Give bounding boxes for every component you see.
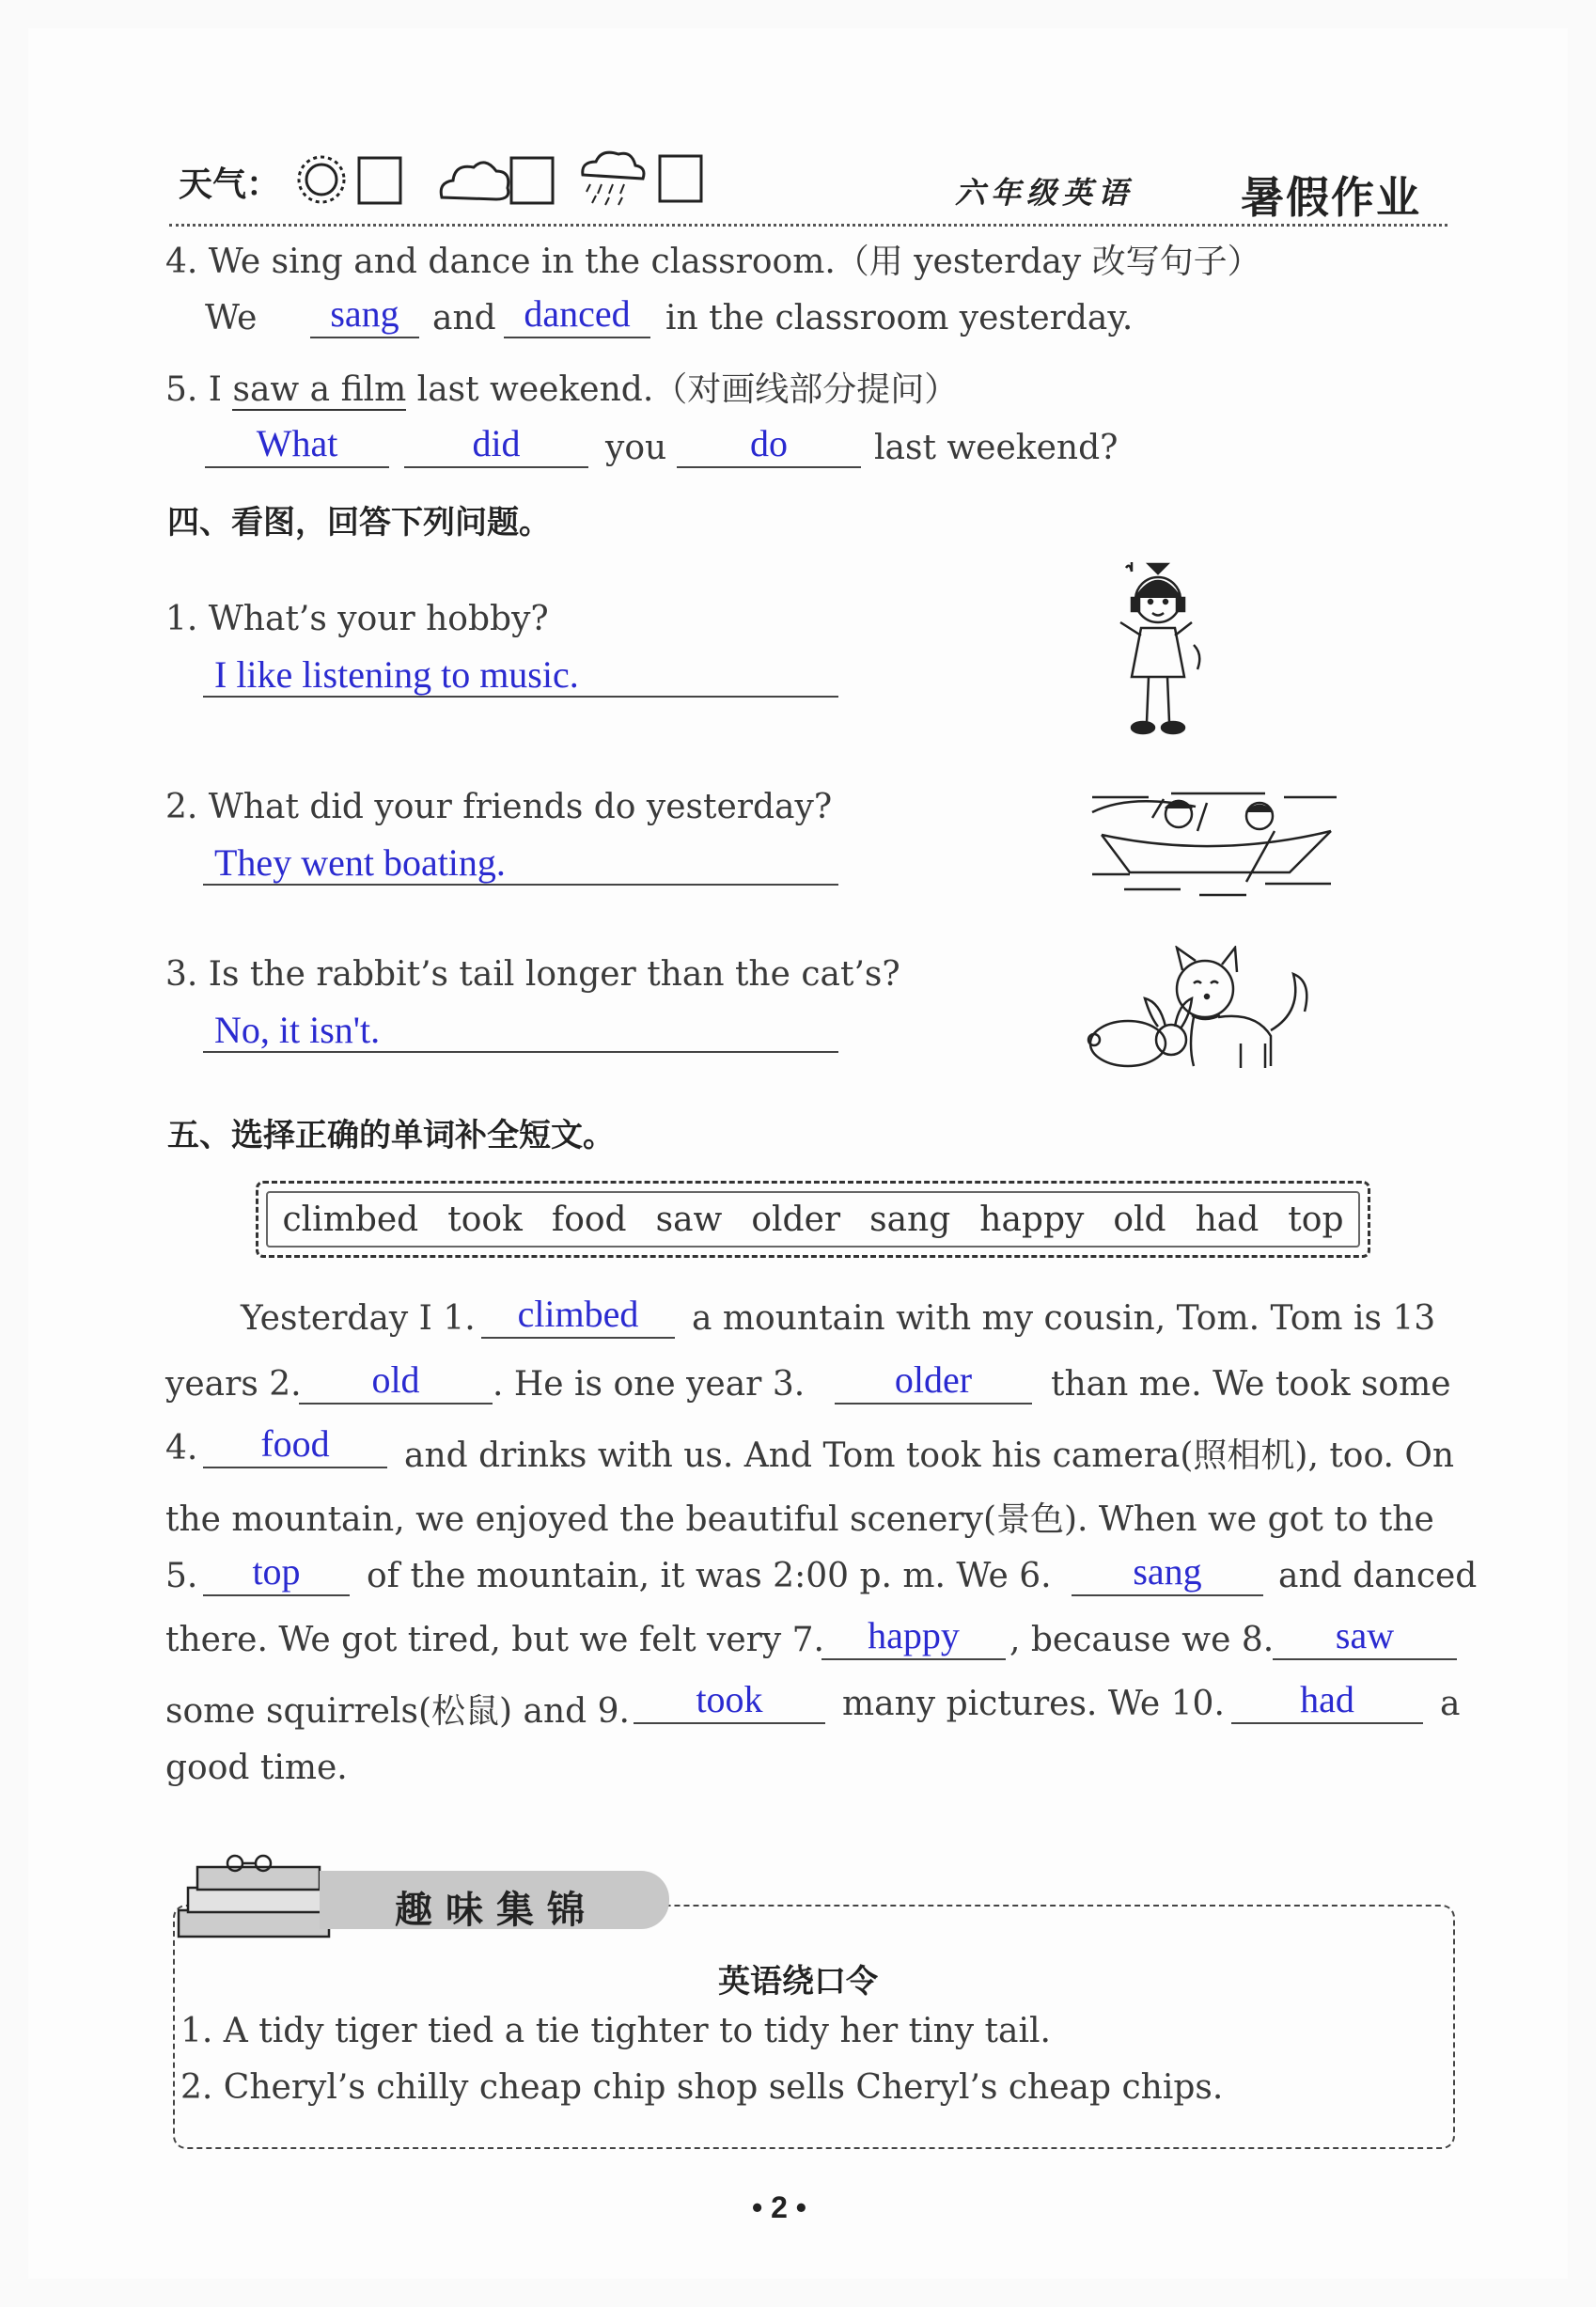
word-bank: [256, 1181, 1370, 1258]
s4-question-1: 1. What’s your hobby?: [165, 600, 549, 638]
passage-blank-3[interactable]: older: [835, 1358, 1032, 1405]
passage-text: 4.: [165, 1429, 198, 1467]
passage-text: than me. We took some: [1051, 1365, 1451, 1404]
fun-title: 英语绕口令: [718, 1963, 878, 2001]
passage-text: a mountain with my cousin, Tom. Tom is 13: [692, 1299, 1436, 1338]
passage-blank-2[interactable]: old: [299, 1358, 493, 1405]
word-bank-item: happy: [979, 1200, 1085, 1239]
rabbit-and-cat-picture: [1081, 946, 1318, 1081]
s4-answer-2[interactable]: They went boating.: [203, 840, 838, 886]
word-bank-item: old: [1113, 1200, 1166, 1239]
passage-text: . He is one year 3.: [493, 1365, 806, 1404]
word-bank-item: took: [447, 1200, 523, 1239]
passage-text: many pictures. We 10.: [842, 1685, 1225, 1723]
passage-blank-7[interactable]: happy: [821, 1613, 1006, 1660]
passage-blank-4[interactable]: food: [203, 1421, 387, 1468]
passage-blank-1[interactable]: climbed: [481, 1292, 675, 1339]
section5-heading: 五、选择正确的单词补全短文。: [167, 1117, 615, 1154]
kids-boating-picture: [1087, 784, 1344, 904]
q5-answer-3[interactable]: do: [677, 421, 861, 468]
fun-banner-label: 趣味集锦: [395, 1889, 598, 1932]
word-bank-item: had: [1195, 1200, 1260, 1239]
book-title: 暑假作业: [1241, 172, 1421, 223]
q5-prompt: 5. I saw a film last weekend.（对画线部分提问）: [165, 370, 959, 409]
passage-text: , because we 8.: [1009, 1621, 1275, 1659]
q4-rest: in the classroom yesterday.: [665, 299, 1134, 337]
passage-text: and danced: [1278, 1557, 1478, 1595]
s4-answer-3[interactable]: No, it isn't.: [203, 1008, 838, 1053]
section4-heading: 四、看图，回答下列问题。: [167, 504, 551, 541]
weather-label: 天气：: [179, 165, 281, 204]
passage-text: the mountain, we enjoyed the beautiful scenery(景色). When we got to the: [165, 1500, 1434, 1539]
q5-answer-1[interactable]: What: [205, 421, 389, 468]
passage-text: some squirrels(松鼠) and 9.: [165, 1692, 630, 1731]
passage-blank-6[interactable]: sang: [1072, 1549, 1263, 1596]
s4-question-2: 2. What did your friends do yesterday?: [165, 788, 833, 826]
passage-blank-9[interactable]: took: [634, 1677, 825, 1724]
tongue-twister-1: 1. A tidy tiger tied a tie tighter to tidy her tiny tail.: [180, 2012, 1051, 2050]
passage-text: of the mountain, it was 2:00 p. m. We 6.: [367, 1557, 1052, 1595]
rain-cloud-icon: [577, 147, 705, 212]
q4-answer-1[interactable]: sang: [310, 291, 419, 338]
passage-blank-8[interactable]: saw: [1273, 1613, 1457, 1660]
passage-blank-10[interactable]: had: [1231, 1677, 1423, 1724]
cloud-icon: [434, 150, 556, 212]
word-bank-item: food: [551, 1200, 627, 1239]
grade-subject: 六年级英语: [955, 175, 1134, 211]
q5-word-you: you: [605, 429, 667, 467]
passage-text: a: [1440, 1685, 1461, 1723]
passage-text: Yesterday I 1.: [241, 1299, 476, 1338]
passage-text: there. We got tired, but we felt very 7.: [165, 1621, 824, 1659]
tongue-twister-2: 2. Cheryl’s chilly cheap chip shop sells Cheryl’s cheap chips.: [180, 2068, 1224, 2107]
passage-text: and drinks with us. And Tom took his camera(照相机), too. On: [404, 1436, 1455, 1475]
passage-text: 5.: [165, 1557, 198, 1595]
q4-answer-2[interactable]: danced: [504, 291, 650, 338]
q4-word-and: and: [432, 299, 496, 337]
header-divider: [169, 224, 1447, 227]
page-number: • 2 •: [752, 2190, 806, 2224]
word-bank-item: saw: [655, 1200, 723, 1239]
q5-answer-2[interactable]: did: [404, 421, 588, 468]
q4-prompt: 4. We sing and dance in the classroom.（用 yesterday 改写句子）: [165, 243, 1261, 281]
word-bank-item: sang: [869, 1200, 951, 1239]
passage-text: good time.: [165, 1749, 348, 1787]
s4-question-3: 3. Is the rabbit’s tail longer than the cat’s?: [165, 955, 900, 994]
passage-text: years 2.: [165, 1365, 302, 1404]
word-bank-item: older: [751, 1200, 841, 1239]
girl-listening-music-picture: [1100, 560, 1213, 748]
passage-blank-5[interactable]: top: [203, 1549, 350, 1596]
word-bank-item: climbed: [282, 1200, 419, 1239]
q5-rest: last weekend?: [874, 429, 1119, 467]
s4-answer-1[interactable]: I like listening to music.: [203, 652, 838, 698]
q5-underlined-phrase: saw a film: [232, 370, 407, 409]
word-bank-item: top: [1288, 1200, 1344, 1239]
q4-word-we: We: [205, 299, 258, 337]
sun-icon: [291, 150, 404, 212]
